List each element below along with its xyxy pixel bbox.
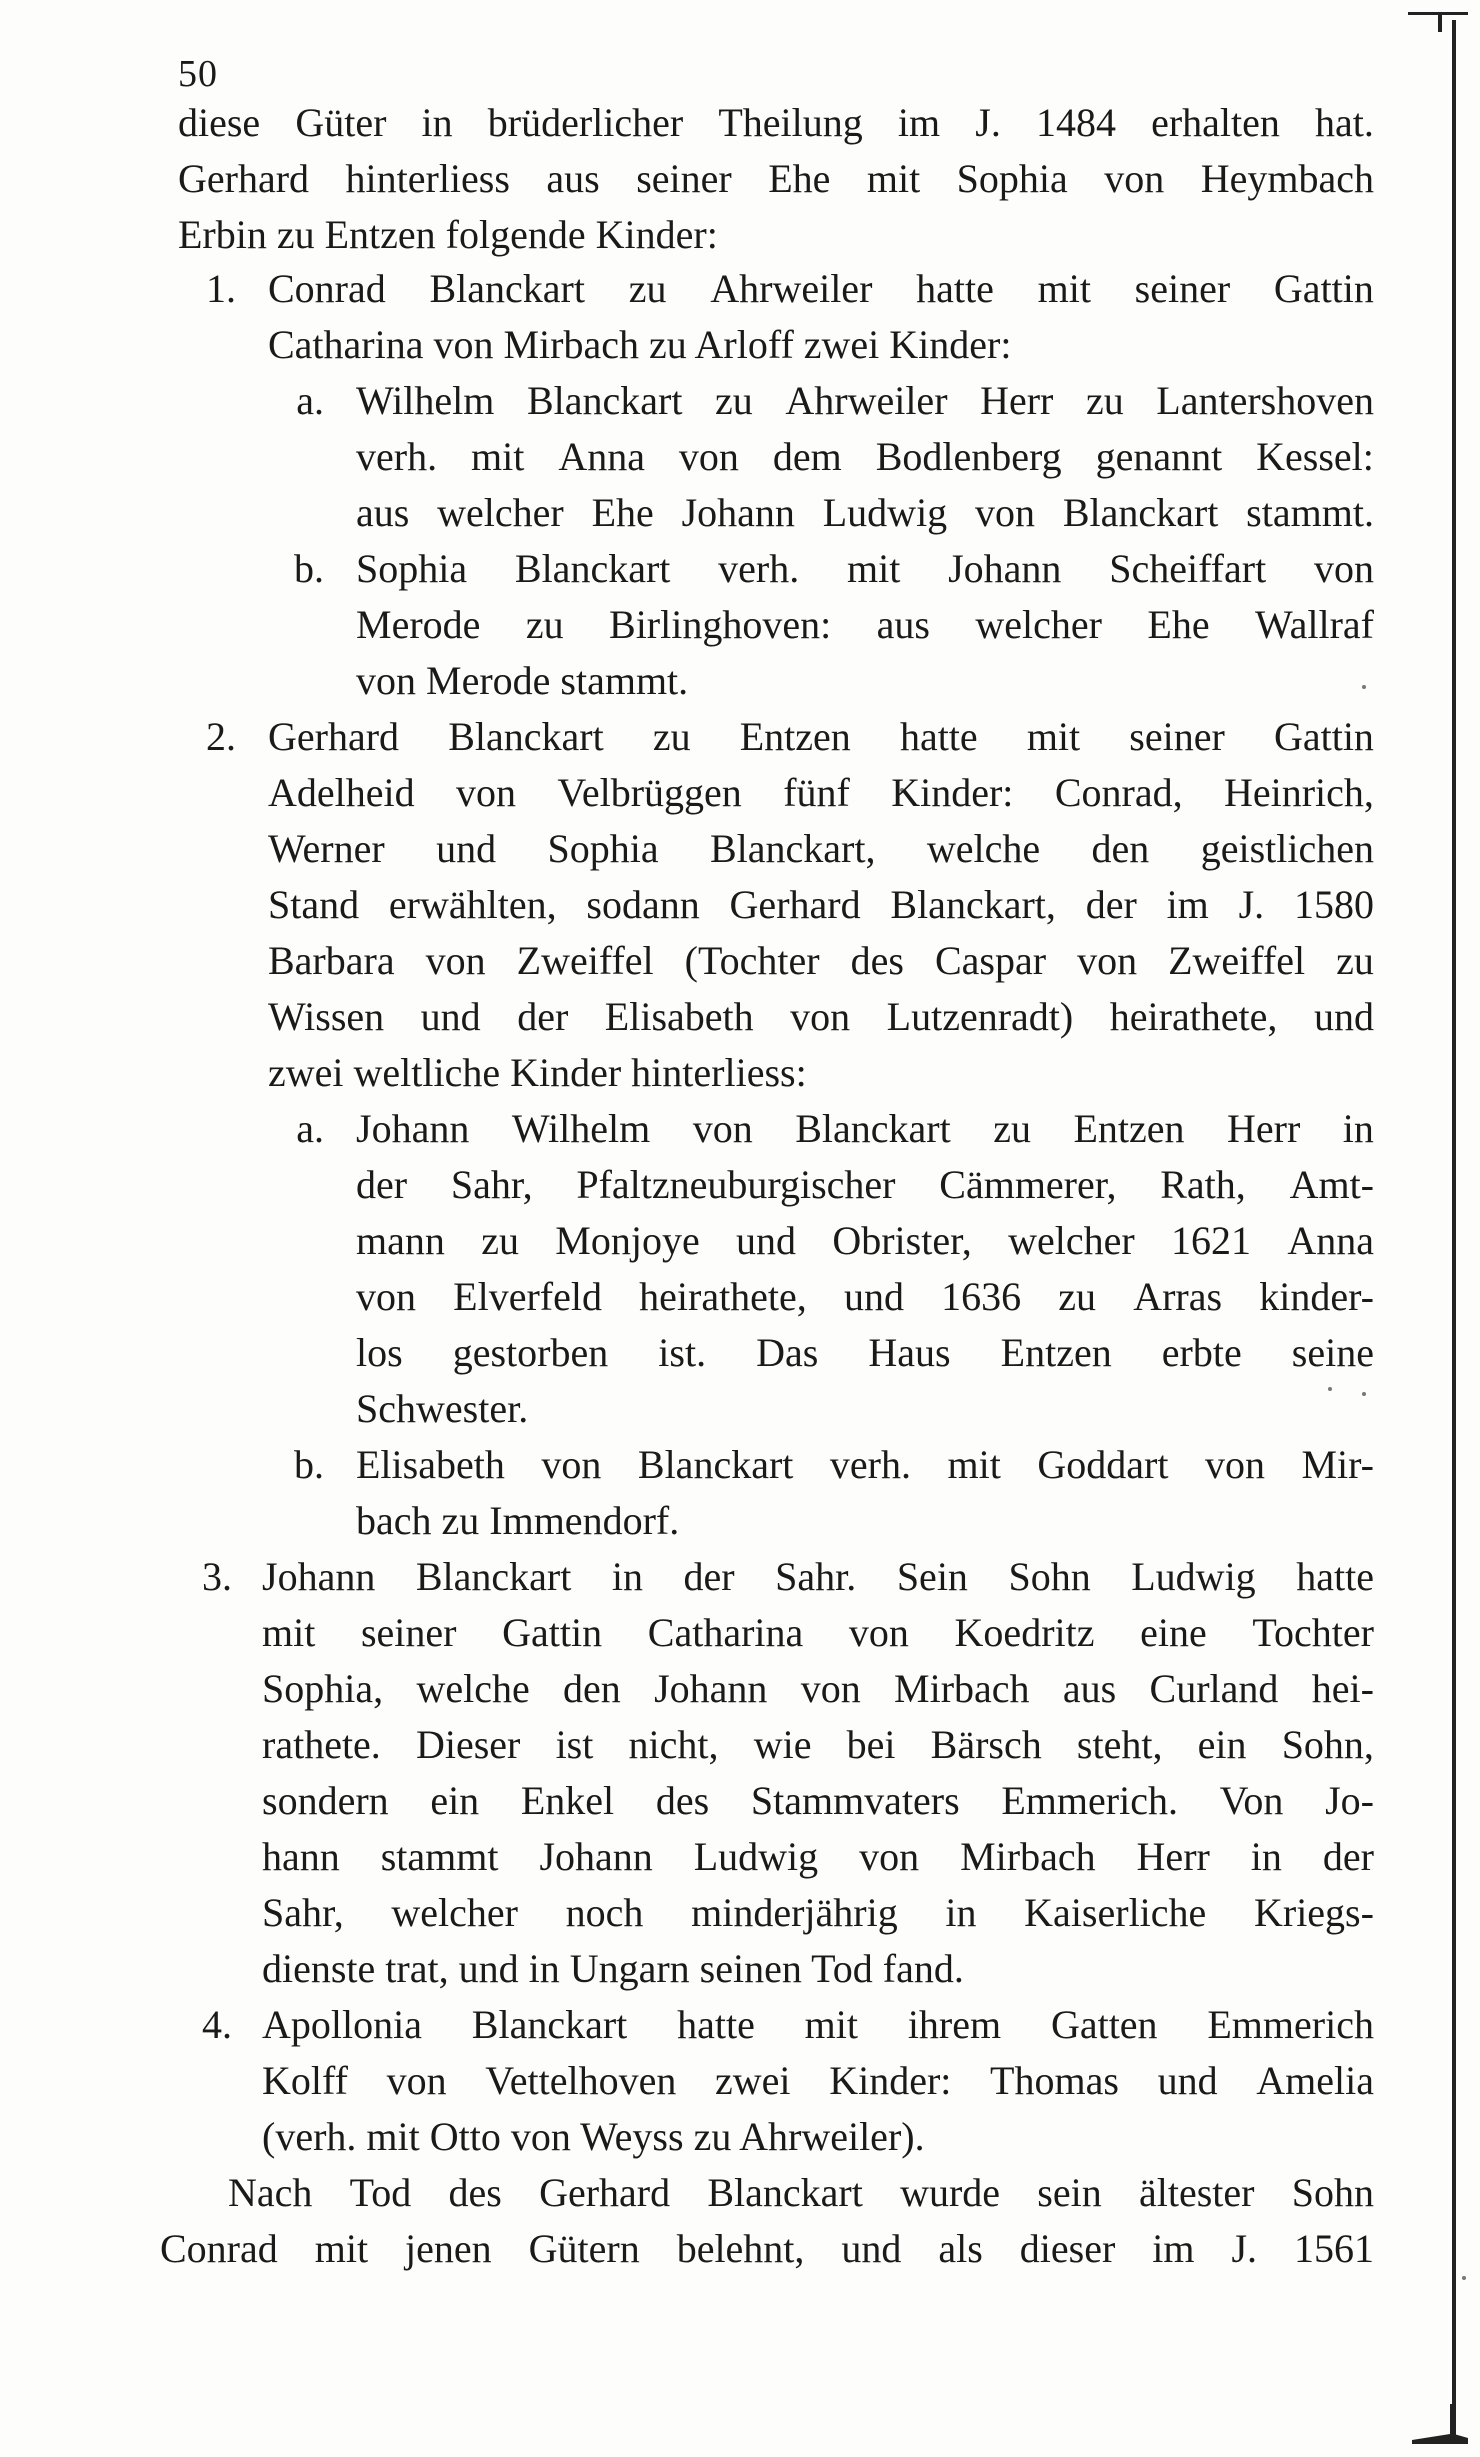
text-line: diese Güter in brüderlicher Theilung im J. 1484 erhalten hat. xyxy=(178,100,1374,145)
text-line: Johann Blanckart in der Sahr. Sein Sohn Ludwig hatte xyxy=(262,1554,1374,1599)
text-line: Schwester. xyxy=(356,1386,529,1431)
binding-rule-top-ornament xyxy=(1408,10,1468,32)
paper-speck xyxy=(1462,2276,1466,2280)
text-line: bach zu Immendorf. xyxy=(356,1498,680,1543)
list-marker: 3. xyxy=(202,1554,232,1599)
text-line: mit seiner Gattin Catharina von Koedritz eine Tochter xyxy=(262,1610,1374,1655)
paper-speck xyxy=(1362,1392,1366,1396)
text-line: (verh. mit Otto von Weyss zu Ahrweiler). xyxy=(262,2114,925,2159)
list-marker: 1. xyxy=(206,266,236,311)
text-line: mann zu Monjoye und Obrister, welcher 1621 Anna xyxy=(356,1218,1374,1263)
text-line: von Merode stammt. xyxy=(356,658,689,703)
text-line: Adelheid von Velbrüggen fünf Kinder: Conrad, Heinrich, xyxy=(268,770,1374,815)
text-line: Catharina von Mirbach zu Arloff zwei Kinder: xyxy=(268,322,1012,367)
text-line: Merode zu Birlinghoven: aus welcher Ehe Wallraf xyxy=(356,602,1374,647)
text-line: hann stammt Johann Ludwig von Mirbach Herr in der xyxy=(262,1834,1374,1879)
text-line: von Elverfeld heirathete, und 1636 zu Arras kinder- xyxy=(356,1274,1374,1319)
list-marker: a. xyxy=(296,378,324,423)
text-line: aus welcher Ehe Johann Ludwig von Blanckart stammt. xyxy=(356,490,1374,535)
text-line: Wissen und der Elisabeth von Lutzenradt) heirathete, und xyxy=(268,994,1374,1039)
text-line: rathete. Dieser ist nicht, wie bei Bärsch steht, ein Sohn, xyxy=(262,1722,1374,1767)
binding-rule xyxy=(1452,20,1456,2440)
text-line: Sahr, welcher noch minderjährig in Kaiserliche Kriegs- xyxy=(262,1890,1374,1935)
binding-rule-bottom-ornament xyxy=(1412,2404,1468,2444)
text-line: Conrad Blanckart zu Ahrweiler hatte mit seiner Gattin xyxy=(268,266,1374,311)
text-line: Barbara von Zweiffel (Tochter des Caspar von Zweiffel zu xyxy=(268,938,1374,983)
text-line: los gestorben ist. Das Haus Entzen erbte seine xyxy=(356,1330,1374,1375)
text-line: Conrad mit jenen Gütern belehnt, und als dieser im J. 1561 xyxy=(160,2226,1374,2271)
list-marker: a. xyxy=(296,1106,324,1151)
list-marker: b. xyxy=(294,1442,324,1487)
text-line: dienste trat, und in Ungarn seinen Tod fand. xyxy=(262,1946,964,1991)
text-line: Gerhard hinterliess aus seiner Ehe mit Sophia von Heymbach xyxy=(178,156,1374,201)
page-number: 50 xyxy=(178,53,218,95)
text-line: Gerhard Blanckart zu Entzen hatte mit seiner Gattin xyxy=(268,714,1374,759)
list-marker: 4. xyxy=(202,2002,232,2047)
text-line: Werner und Sophia Blanckart, welche den geistlichen xyxy=(268,826,1374,871)
text-line: Sophia, welche den Johann von Mirbach aus Curland hei- xyxy=(262,1666,1374,1711)
text-line: Johann Wilhelm von Blanckart zu Entzen Herr in xyxy=(356,1106,1374,1151)
text-line: Nach Tod des Gerhard Blanckart wurde sein ältester Sohn xyxy=(228,2170,1374,2215)
text-line: verh. mit Anna von dem Bodlenberg genannt Kessel: xyxy=(356,434,1374,479)
text-line: Elisabeth von Blanckart verh. mit Goddart von Mir- xyxy=(356,1442,1374,1487)
text-line: Kolff von Vettelhoven zwei Kinder: Thomas und Amelia xyxy=(262,2058,1374,2103)
paper-speck xyxy=(1328,1387,1332,1391)
text-line: Sophia Blanckart verh. mit Johann Scheiffart von xyxy=(356,546,1374,591)
text-line: zwei weltliche Kinder hinterliess: xyxy=(268,1050,807,1095)
text-line: Apollonia Blanckart hatte mit ihrem Gatten Emmerich xyxy=(262,2002,1374,2047)
text-line: Wilhelm Blanckart zu Ahrweiler Herr zu Lantershoven xyxy=(356,378,1374,423)
list-marker: 2. xyxy=(206,714,236,759)
text-line: Erbin zu Entzen folgende Kinder: xyxy=(178,212,718,257)
text-line: Stand erwählten, sodann Gerhard Blanckart, der im J. 1580 xyxy=(268,882,1374,927)
text-line: sondern ein Enkel des Stammvaters Emmerich. Von Jo- xyxy=(262,1778,1374,1823)
list-marker: b. xyxy=(294,546,324,591)
text-line: der Sahr, Pfaltzneuburgischer Cämmerer, Rath, Amt- xyxy=(356,1162,1374,1207)
paper-speck xyxy=(1362,685,1366,689)
